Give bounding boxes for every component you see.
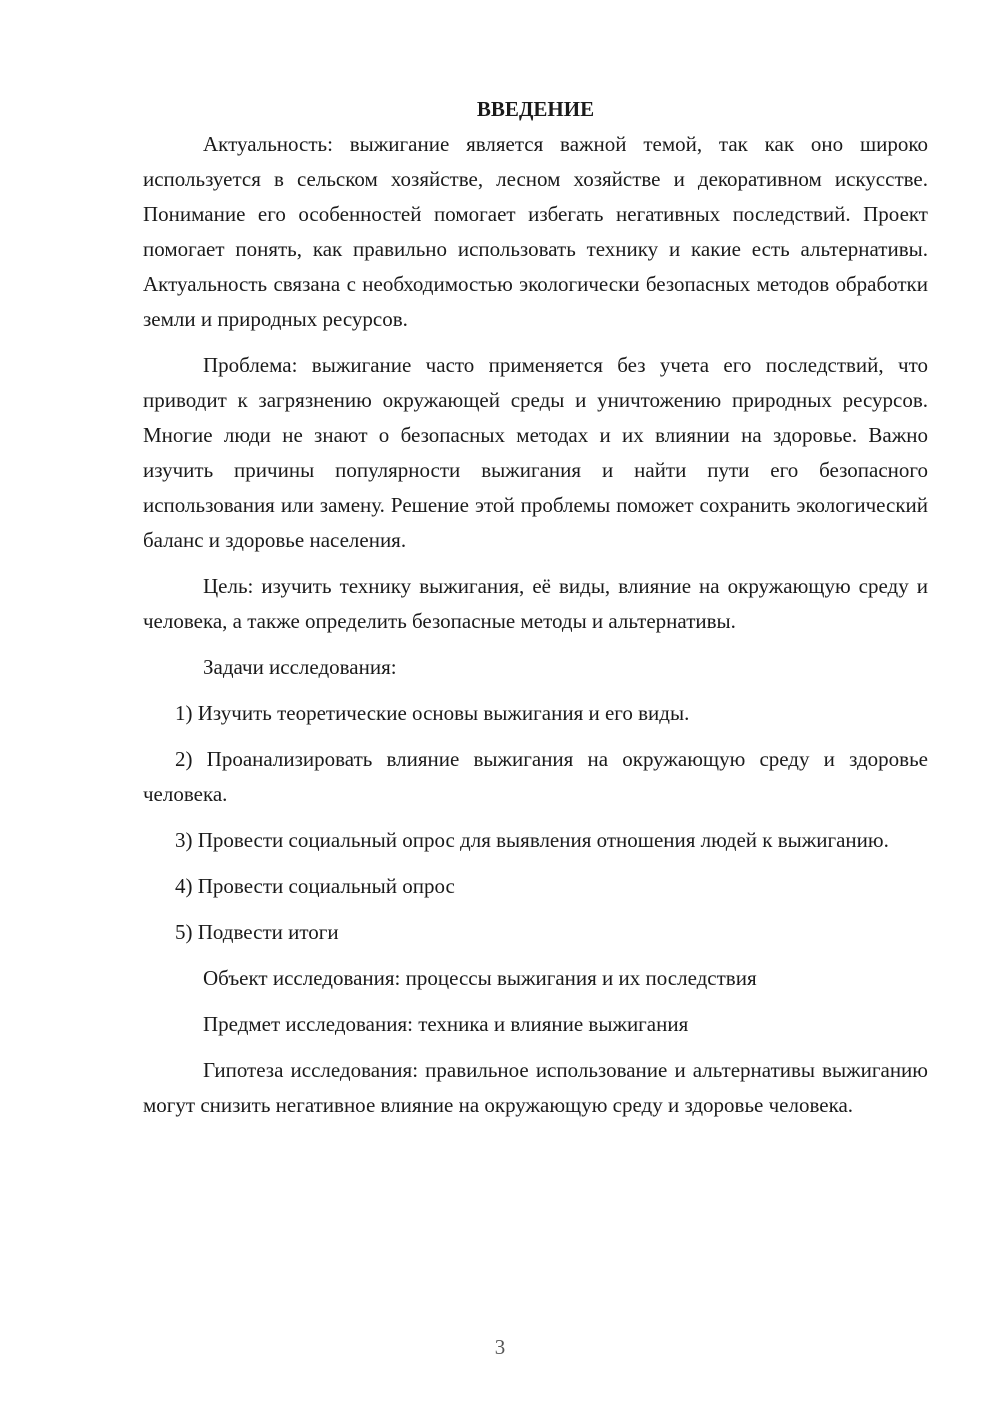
goal-paragraph: Цель: изучить технику выжигания, её виды, влияние на окружающую среду и человека, а также определить безопасные методы и альтернативы. <box>143 574 928 633</box>
tasks-heading: Задачи исследования: <box>203 655 397 679</box>
page-title: ВВЕДЕНИЕ <box>476 97 595 121</box>
task-item-2: 2) Проанализировать влияние выжигания на окружающую среду и здоровье человека. <box>143 747 928 806</box>
document-page <box>143 92 928 1134</box>
relevance-paragraph: Актуальность: выжигание является важной темой, так как оно широко используется в сельском хозяйстве, лесном хозяйстве и декоративном искусстве. Понимание его особенностей помогает избегать негативных последствий. Проект помогает понять, как правильно использовать технику и какие есть альтернативы. Актуальность связана с необходимостью экологически безопасных методов обработки земли и природных ресурсов. <box>143 132 928 331</box>
task-item-4: 4) Провести социальный опрос <box>175 874 455 898</box>
object-paragraph: Объект исследования: процессы выжигания и их последствия <box>203 966 757 990</box>
hypothesis-paragraph: Гипотеза исследования: правильное использование и альтернативы выжиганию могут снизить негативное влияние на окружающую среду и здоровье человека. <box>143 1058 928 1117</box>
task-item-5: 5) Подвести итоги <box>175 920 339 944</box>
problem-paragraph: Проблема: выжигание часто применяется без учета его последствий, что приводит к загрязнению окружающей среды и уничтожению природных ресурсов. Многие люди не знают о безопасных методах и их влиянии на здоровье. Важно изучить причины популярности выжигания и найти пути его безопасного использования или замену. Решение этой проблемы поможет сохранить экологический баланс и здоровье населения. <box>143 353 928 552</box>
task-item-3: 3) Провести социальный опрос для выявления отношения людей к выжиганию. <box>175 828 889 852</box>
task-item-1: 1) Изучить теоретические основы выжигания и его виды. <box>175 701 690 725</box>
subject-paragraph: Предмет исследования: техника и влияние выжигания <box>203 1012 689 1036</box>
page-number: 3 <box>494 1335 506 1359</box>
